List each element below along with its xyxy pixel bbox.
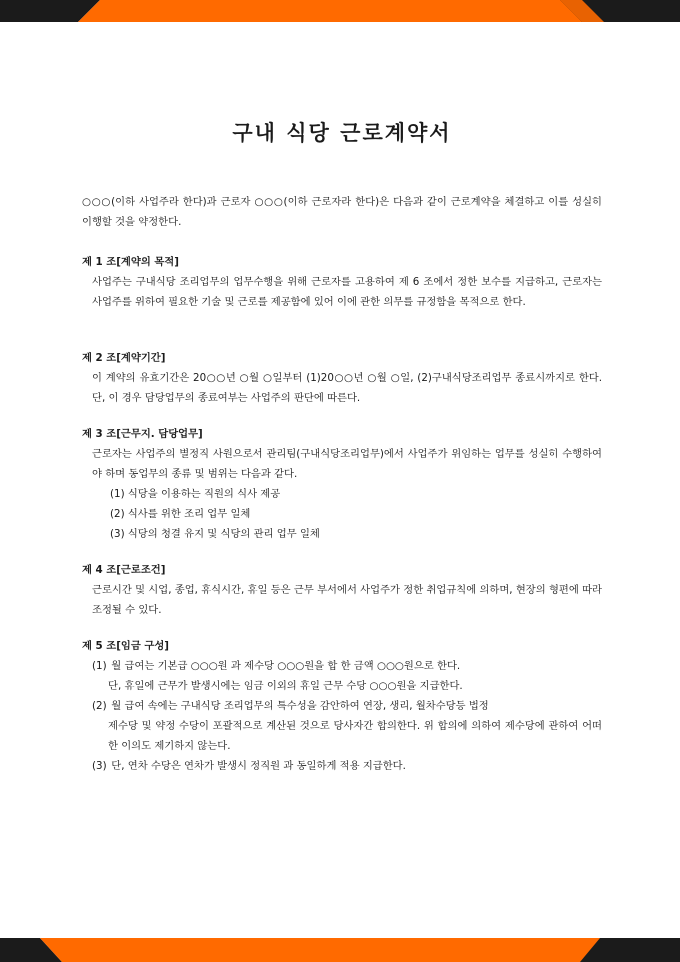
- list-item: [92, 696, 602, 756]
- intro-paragraph: ○○○(이하 사업주라 한다)과 근로자 ○○○(이하 근로자라 한다)은 다음과 같이 근로계약을 체결하고 이를 성실히 이행할 것을 약정한다.: [82, 196, 602, 228]
- item-text: 월 급여는 기본급 ○○○원 과 제수당 ○○○원을 합 한 금액 ○○○원으로 한다.: [111, 660, 461, 672]
- list-item: [92, 656, 602, 696]
- item-number: (3): [92, 760, 107, 772]
- section-4: [82, 560, 602, 620]
- top-decorative-band: [0, 0, 680, 22]
- list-item: (1) 식당을 이용하는 직원의 식사 제공: [110, 488, 281, 500]
- section-3: [82, 424, 602, 544]
- section-body: 근로시간 및 시업, 종업, 휴식시간, 휴일 등은 근무 부서에서 사업주가 정한 취업규칙에 의하며, 현장의 형편에 따라 조정될 수 있다.: [92, 584, 602, 616]
- section-heading: 제 1 조[계약의 목적]: [82, 256, 179, 268]
- section-5: [82, 636, 602, 776]
- section-body: 사업주는 구내식당 조리업무의 업무수행을 위해 근로자를 고용하여 제 6 조에서 정한 보수를 지급하고, 근로자는 사업주를 위하여 필요한 기술 및 근로를 제공함에 있어 이에 관한 의무를 규정함을 목적으로 한다.: [92, 276, 602, 308]
- list-item: [92, 756, 602, 776]
- duties-list: [92, 484, 602, 544]
- document-title: 구내 식당 근로계약서: [232, 121, 452, 145]
- item-number: (2): [92, 700, 107, 712]
- item-text: 단, 연차 수당은 연차가 발생시 정직원 과 동일하게 적용 지급한다.: [111, 760, 406, 772]
- item-text: 월 급여 속에는 구내식당 조리업무의 특수성을 감안하여 연장, 생리, 월차수당등 법정: [111, 700, 489, 712]
- item-continuation: 제수당 및 약정 수당이 포괄적으로 계산된 것으로 당사자간 합의한다. 위 합의에 의하여 제수당에 관하여 어떠한 이의도 제기하지 않는다.: [108, 720, 602, 752]
- section-heading: 제 2 조[계약기간]: [82, 352, 166, 364]
- item-number: (1): [92, 660, 107, 672]
- section-heading: 제 4 조[근로조건]: [82, 564, 166, 576]
- section-1: [82, 252, 602, 312]
- item-continuation: 단, 휴일에 근무가 발생시에는 임금 이외의 휴일 근무 수당 ○○○원을 지급한다.: [108, 680, 463, 692]
- section-body: 이 계약의 유효기간은 20○○년 ○월 ○일부터 (1)20○○년 ○월 ○일, (2)구내식당조리업무 종료시까지로 한다. 단, 이 경우 담당업무의 종료여부는 사업주의 판단에 따른다.: [92, 372, 602, 404]
- wage-list: [92, 656, 602, 776]
- section-heading: 제 3 조[근무지. 담당업무]: [82, 428, 203, 440]
- bottom-decorative-band: [0, 938, 680, 962]
- list-item: (3) 식당의 청결 유지 및 식당의 관리 업무 일체: [110, 528, 320, 540]
- section-2: [82, 348, 602, 408]
- section-body: 근로자는 사업주의 별정직 사원으로서 관리팀(구내식당조리업무)에서 사업주가 위임하는 업무를 성실히 수행하여야 하며 동업무의 종류 및 범위는 다음과 같다.: [92, 448, 602, 480]
- list-item: (2) 식사를 위한 조리 업무 일체: [110, 508, 251, 520]
- intro-block: [82, 192, 602, 232]
- section-heading: 제 5 조[임금 구성]: [82, 640, 170, 652]
